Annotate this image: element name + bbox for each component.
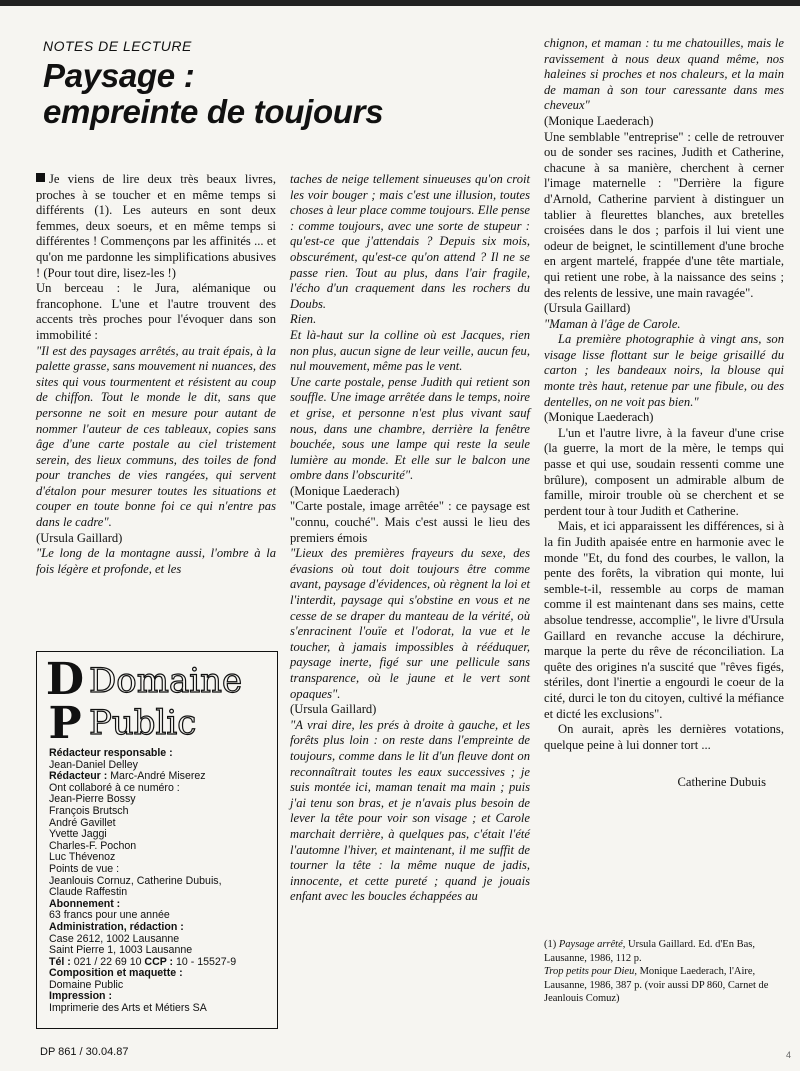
- credit-value: Imprimerie des Arts et Métiers SA: [49, 1002, 207, 1015]
- credit-label: Impression :: [49, 990, 112, 1003]
- credit-value: Points de vue :: [49, 862, 120, 875]
- logo-word-domaine: Domaine: [89, 661, 243, 701]
- paragraph: [36, 546, 276, 577]
- paragraph: [36, 281, 276, 343]
- credit-label: Abonnement :: [49, 897, 121, 910]
- paragraph: [290, 375, 530, 484]
- footnote-details: , Monique Laederach, l'Aire, Lausanne, 1986, 387 p. (voir aussi DP 860, Carnet de Jeanlouis Comuz): [544, 966, 769, 1005]
- paragraph: [290, 312, 530, 328]
- paragraph-text: chignon, et maman : tu me chatouilles, mais le ravissement à nous deux quand même, nos haleines si proches et nos chaleurs, et la main de maman à son tour caressante dans mes cheveux": [544, 36, 784, 113]
- paragraph: [544, 722, 784, 753]
- credit-label: Rédacteur :: [49, 770, 108, 783]
- logo-letter-d: D: [45, 654, 85, 705]
- paragraph-text: (Ursula Gaillard): [290, 702, 377, 717]
- page-number: 4: [786, 1050, 792, 1060]
- logo-word-public: Public: [89, 703, 197, 743]
- paragraph: [544, 114, 784, 130]
- credit-line: [49, 1003, 275, 1015]
- paragraph-text: Une semblable "entreprise" : celle de retrouver ou de sonder ses racines, Judith et Catherine, chacune à sa manière, cherchent à cerner l'image maternelle : "Derrière la figure d'Arnold, Catherine parvient à distinguer un tablier à fleurettes blanches, aux bretelles croisées dans le dos ; parfois il lui vient une odeur de beignet, le scintillement d'une broche en argent martelé, frappée d'une tête martiale, qui retient une robe, à la naissance des seins ; des relents de lessive, une main ravagée".: [544, 129, 784, 300]
- paragraph-text: (Monique Laederach): [544, 410, 654, 425]
- credit-value: Claude Raffestin: [49, 886, 128, 899]
- credit-value: Domaine Public: [49, 978, 124, 991]
- paragraph: [290, 546, 530, 702]
- credit-value: Jeanlouis Cornuz, Catherine Dubuis,: [49, 874, 222, 887]
- credit-label: Tél :: [49, 955, 74, 968]
- paragraph-text: "Le long de la montagne aussi, l'ombre à la fois légère et profonde, et les: [36, 546, 276, 576]
- paragraph: [290, 718, 530, 905]
- paragraph: [544, 317, 784, 333]
- paragraph-text: (Monique Laederach): [544, 113, 654, 128]
- paragraph-text: Rien.: [290, 312, 317, 327]
- top-rule: [0, 0, 800, 6]
- paragraph: [36, 172, 276, 281]
- footnotes: [544, 938, 784, 1006]
- credit-value: André Gavillet: [49, 816, 116, 829]
- paragraph-text: On aurait, après les dernières votations, quelque peine à lui donner tort ...: [544, 722, 784, 752]
- paragraph: [290, 328, 530, 375]
- paragraph-text: La première photographie à vingt ans, son visage lisse flottant sur le beige grisaillé du carton ; les bandeaux noirs, la blouse qui monte très haut, retenue par une fibule, ou des dentelles, on ne voit pas bien.": [544, 332, 784, 409]
- paragraph: [544, 130, 784, 302]
- paragraph: [290, 702, 530, 718]
- paragraph: [544, 301, 784, 317]
- footnote-number: (1): [544, 939, 557, 950]
- paragraph-text: Je viens de lire deux très beaux livres, proches à se toucher et en même temps si différents (1). Les auteurs en sont deux femmes, deux soeurs, et en même temps si différentes ! Commençons par les affinités ... et qu'on me pardonne les simplifications abusives ! (Pour tout dire, lisez-les !): [36, 172, 276, 280]
- title-line-2: empreinte de toujours: [43, 93, 384, 130]
- masthead-credits: [49, 748, 275, 1015]
- column-3: [544, 36, 784, 791]
- paragraph-text: Une carte postale, pense Judith qui retient son souffle. Une image arrêtée dans le temps, noire et grise, et personne n'est plus vivant sauf nous, dans une chambre, derrière la fenêtre bouchée, sous une lampe qui reste la seule lumière au monde. Et elle sur le balcon une ombre dans l'obscurité".: [290, 374, 530, 483]
- credit-value: Ont collaboré à ce numéro :: [49, 781, 180, 794]
- paragraph: [36, 531, 276, 547]
- masthead-box: [36, 651, 278, 1029]
- paragraph-text: (Ursula Gaillard): [544, 301, 631, 316]
- paragraph-text: Et là-haut sur la colline où est Jacques, rien non plus, aucun signe de leur veille, aucun feu, nul mouvement, même pas le vent.: [290, 327, 530, 374]
- paragraph-text: Mais, et ici apparaissent les différences, si à la fin Judith apaisée entre en harmonie avec le monde "Et, du fond des courbes, le vallon, la pente des forêts, la vibration qui monte, lui semble-t-il, ressemble au corps de maman comme il est maintenant dans ses mains, cette absolue tendresse, accomplie", le livre d'Ursula Gaillard en revanche accuse la déchirure, marque la perte du rêve de réconciliation. La quête des origines n'a suscité que "rêves figés, stériles, dont l'inertie a engourdi le coeur de la cité, durci le ton du citoyen, cultivé la méfiance et dicté les exclusions".: [544, 519, 784, 721]
- title-line-1: Paysage :: [43, 57, 195, 94]
- column-2: [290, 172, 530, 905]
- paragraph: [544, 426, 784, 520]
- paragraph: [290, 499, 530, 546]
- paragraph-text: "Maman à l'âge de Carole.: [544, 316, 681, 331]
- paragraph: [544, 775, 784, 791]
- credit-value: Marc-André Miserez: [107, 770, 206, 783]
- paragraph-text: "A vrai dire, les prés à droite à gauche, et les forêts plus loin : on reste dans l'empreinte de toujours, comme dans le lit d'un fleuve dont on reconnaîtrait toutes les eaux successives ; je suis montée ici, maman tenait ma main ; puis j'ai tenu son bras, et je n'avais plus besoin de lever la tête pour voir son visage ; et Carole marchait derrière, à quelques pas, c'était l'été l'automne l'hiver, et maintenant, il me suffit de tourner la tête : la même nuque de jadis, innocente, et cette pureté ; quand je jouais enfant avec les boucles échappées au: [290, 717, 530, 904]
- paragraph-text: Catherine Dubuis: [677, 775, 766, 790]
- column-1: [36, 172, 276, 577]
- paragraph: [544, 519, 784, 722]
- paragraph-text: "Il est des paysages arrêtés, au trait épais, à la palette grasse, sans mouvement ni nuances, des sites qui vous tourmentent et résistent au coup de chiffon. Tout le monde le dit, sans que personne ne soit en mesure pour autant de nommer l'auteur de ces tableaux, copies sans âge d'une carte postale au ciel tristement serein, des lieux communs, des toiles de fond pour tranches de vies rangées, qui servent d'étalon pour mesurer toutes les situations et couper en toute bonne foi ce qui n'entre pas dans le cadre".: [36, 343, 276, 530]
- credit-value: François Brutsch: [49, 804, 129, 817]
- credit-label: Rédacteur responsable :: [49, 747, 173, 759]
- paragraph-text: (Monique Laederach): [290, 483, 400, 498]
- credit-value: 10 - 15527-9: [176, 955, 237, 968]
- credit-value: Yvette Jaggi: [49, 828, 107, 841]
- paragraph-text: "Lieux des premières frayeurs du sexe, des évasions où tout doit toujours être comme avant, paysage d'évidences, où règnent la loi et l'interdit, paysage qui s'obstine en vous et ne cesse de se draper du manteau de la vérité, où s'enracinent l'ouïe et l'odorat, la vue et le toucher, à jamais impossibles à rééduquer, paysage inerte, figé sur une pellicule sans transparence, où le jaune et le vert sont opaques".: [290, 546, 530, 701]
- credit-value: Saint Pierre 1, 1003 Lausanne: [49, 944, 193, 957]
- logo-letter-p: P: [48, 698, 82, 749]
- footnote-2: [544, 965, 784, 1006]
- dp-logo-words: [89, 660, 242, 744]
- credit-label: Administration, rédaction :: [49, 920, 184, 933]
- credit-label: CCP :: [144, 955, 177, 968]
- bullet-square-icon: [36, 173, 45, 182]
- footnote-1: [544, 938, 784, 965]
- paragraph-text: L'un et l'autre livre, à la faveur d'une crise (la guerre, la mort de la mère, le temps qui passe et qui use, soudain ressenti comme une brûlure), composent un admirable album de famille, miroir trouble où se cherchent et se perdent tour à tour Judith et Catherine.: [544, 425, 784, 518]
- section-kicker: NOTES DE LECTURE: [43, 38, 192, 54]
- credit-value: Jean-Daniel Delley: [49, 758, 138, 771]
- credit-value: 63 francs pour une année: [49, 909, 170, 922]
- paragraph: [544, 332, 784, 410]
- paragraph: [290, 484, 530, 500]
- paragraph-text: (Ursula Gaillard): [36, 530, 123, 545]
- article-title: [43, 58, 523, 130]
- issue-footer: DP 861 / 30.04.87: [40, 1046, 129, 1058]
- paragraph: [544, 36, 784, 114]
- footnote-book-title: Trop petits pour Dieu: [544, 966, 635, 978]
- paragraph-text: taches de neige tellement sinueuses qu'on croit les voir bouger ; mais c'est une illusion, toutes choses à leur place comme toujours. Elle pense : comme toujours, avec une sorte de stupeur : qu'est-ce que j'attendais ? Depuis six mois, obscurément, qu'est-ce qu'on attend ? Il ne se passe rien. Tout au plus, dans l'air fragile, l'écho d'un craquement dans les rochers du Doubs.: [290, 172, 530, 311]
- credit-value: Jean-Pierre Bossy: [49, 793, 136, 806]
- paragraph: [36, 344, 276, 531]
- credit-value: 021 / 22 69 10: [73, 955, 145, 968]
- dp-logo-letters: [45, 654, 85, 749]
- paragraph-text: "Carte postale, image arrêtée" : ce paysage est "connu, couché". Mais c'est aussi le lieu des premiers émois: [290, 499, 530, 545]
- credit-value: Charles-F. Pochon: [49, 839, 137, 852]
- credit-label: Composition et maquette :: [49, 967, 183, 980]
- paragraph-text: Un berceau : le Jura, alémanique ou francophone. L'une et l'autre trouvent des accents très proches pour l'évoquer dans son immobilité :: [36, 281, 276, 342]
- paragraph: [544, 410, 784, 426]
- footnote-details: , Ursula Gaillard. Ed. d'En Bas, Lausanne, 1986, 112 p.: [544, 939, 755, 964]
- credit-value: Luc Thévenoz: [49, 851, 116, 864]
- paragraph: [290, 172, 530, 312]
- footnote-book-title: Paysage arrêté: [558, 939, 623, 950]
- credit-value: Case 2612, 1002 Lausanne: [49, 932, 180, 945]
